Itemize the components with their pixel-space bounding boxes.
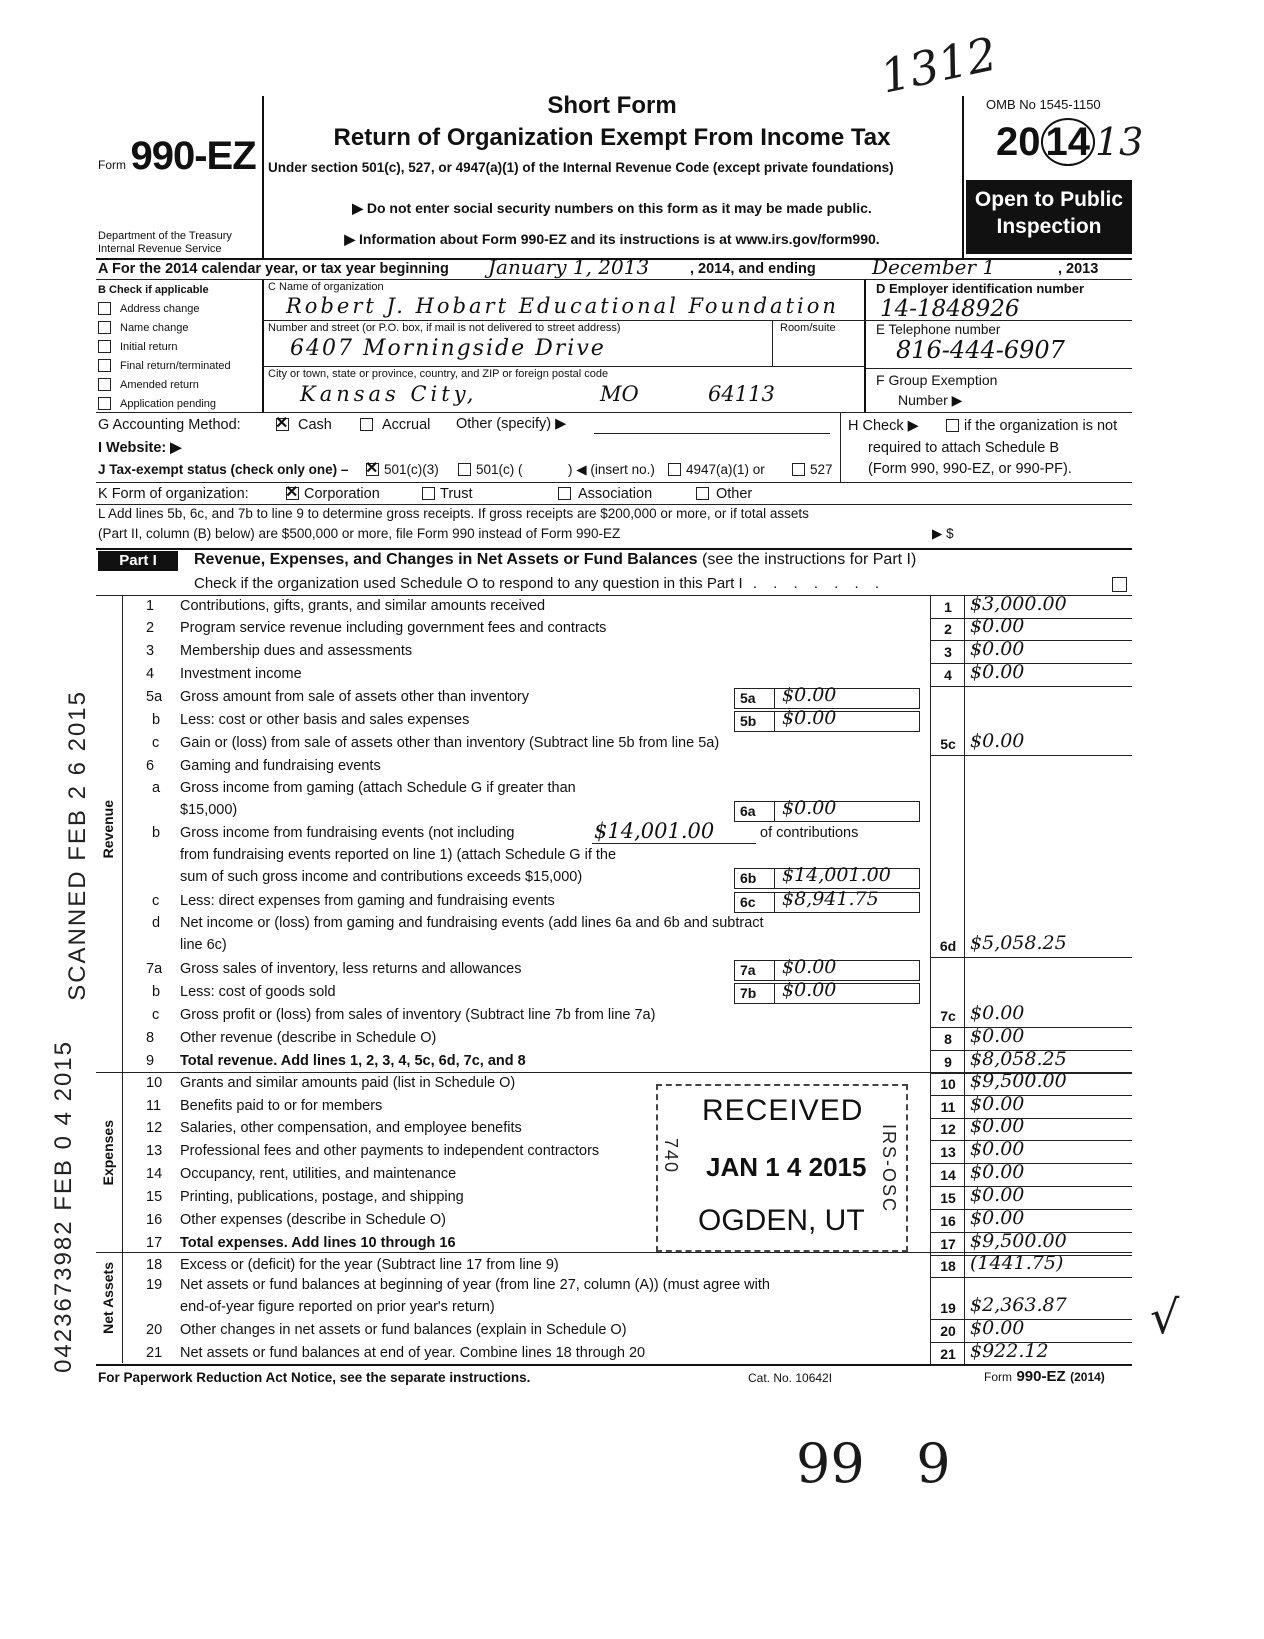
revenue-side-label: Revenue <box>100 800 116 859</box>
accrual-label: Accrual <box>382 417 431 433</box>
form-of-org-label: K Form of organization: <box>98 486 249 502</box>
line-box-label: 10 <box>940 1076 956 1092</box>
inner-box-label: 5b <box>740 713 757 729</box>
line-description: Gross profit or (loss) from sales of inventory (Subtract line 7b from line 7a) <box>180 1007 656 1023</box>
net-assets-side-label: Net Assets <box>100 1262 116 1334</box>
open-to-public-badge: Open to Public Inspection <box>966 180 1132 254</box>
other-org-label: Other <box>716 486 753 502</box>
527-checkbox[interactable] <box>792 463 805 476</box>
line-amount-value[interactable]: $0.00 <box>970 661 1025 683</box>
omb-number: OMB No 1545-1150 <box>986 97 1101 112</box>
line-description-cont: line 6c) <box>180 937 227 953</box>
inner-amount-value[interactable]: $0.00 <box>782 684 837 706</box>
line-description: Net income or (loss) from gaming and fundraising events (add lines 6a and 6b and subtract <box>180 915 764 931</box>
year-printed: 20 <box>996 120 1041 164</box>
line-description: Excess or (deficit) for the year (Subtract line 17 from line 9) <box>180 1257 559 1273</box>
line-description: Gross amount from sale of assets other than inventory <box>180 689 529 705</box>
line-number: 15 <box>146 1189 163 1205</box>
initial-return-label: Initial return <box>120 341 178 353</box>
department: Department of the Treasury <box>98 230 232 242</box>
form-subtitle: Under section 501(c), 527, or 4947(a)(1) of the Internal Revenue Code (except private foundations) <box>268 160 894 175</box>
line-number: 18 <box>146 1257 163 1273</box>
line-description: Investment income <box>180 666 302 682</box>
schedule-o-checkbox[interactable] <box>1112 577 1127 592</box>
line-amount-value[interactable]: $0.00 <box>970 615 1025 637</box>
line-box-label: 18 <box>940 1258 956 1274</box>
schedule-o-check-line: Check if the organization used Schedule O to respond to any question in this Part I . . . . . . . <box>194 575 886 592</box>
line-amount-value[interactable]: $0.00 <box>970 1161 1025 1183</box>
line-description: Benefits paid to or for members <box>180 1098 383 1114</box>
footer-form-id <box>984 1368 1105 1386</box>
line-amount-value[interactable]: $0.00 <box>970 1115 1025 1137</box>
part-1-title <box>194 551 916 569</box>
line-box-label: 2 <box>944 621 952 637</box>
cash-checkbox[interactable] <box>276 418 289 431</box>
line-number: d <box>152 915 161 931</box>
line-number: 8 <box>146 1030 155 1046</box>
line-description: Contributions, gifts, grants, and similar amounts received <box>180 598 546 614</box>
year-circled: 14 <box>1041 118 1096 166</box>
org-name-field[interactable]: Robert J. Hobart Educational Foundation <box>286 294 839 318</box>
line-number: 21 <box>146 1345 163 1361</box>
trust-checkbox[interactable] <box>422 487 435 500</box>
amended-return-label: Amended return <box>120 379 199 391</box>
inner-amount-value[interactable]: $8,941.75 <box>782 888 879 910</box>
line-box-label: 15 <box>940 1190 956 1206</box>
line-number: 13 <box>146 1143 163 1159</box>
line-number: b <box>152 712 161 728</box>
line-amount-value[interactable]: $9,500.00 <box>970 1230 1067 1252</box>
527-label: 527 <box>810 462 833 477</box>
footer-cat-no: Cat. No. 10642I <box>748 1371 833 1385</box>
street-label: Number and street (or P.O. box, if mail is not delivered to street address) <box>268 322 621 334</box>
line-box-label: 12 <box>940 1121 956 1137</box>
line-box-label: 20 <box>940 1323 956 1339</box>
line-box-label: 19 <box>940 1300 956 1316</box>
line-description: Total revenue. Add lines 1, 2, 3, 4, 5c, 6d, 7c, and 8 <box>180 1053 526 1069</box>
line-number: 7a <box>146 961 163 977</box>
stamp-left-code: 740 <box>661 1138 681 1175</box>
part-1-title-suffix: (see the instructions for Part I) <box>702 551 917 568</box>
line-box-label: 9 <box>944 1054 952 1070</box>
part-1-title-main: Revenue, Expenses, and Changes in Net Assets or Fund Balances <box>194 551 698 568</box>
corporation-checkbox[interactable] <box>286 487 299 500</box>
handwritten-batch-number: 1312 <box>875 26 1002 104</box>
inner-box-label: 6b <box>740 870 757 886</box>
address-change-label: Address change <box>120 303 200 315</box>
line-a-label: A For the 2014 calendar year, or tax year beginning <box>98 261 449 277</box>
accounting-method-label: G Accounting Method: <box>98 417 241 433</box>
inner-amount-value[interactable]: $0.00 <box>782 956 837 978</box>
line-number: 5a <box>146 689 163 705</box>
telephone-label: E Telephone number <box>876 322 1001 337</box>
line-number: c <box>152 893 160 909</box>
street-field[interactable]: 6407 Morningside Drive <box>290 336 606 361</box>
line-description: Grants and similar amounts paid (list in Schedule O) <box>180 1075 516 1091</box>
footer-form-year: (2014) <box>1070 1370 1105 1384</box>
part-1-tag: Part I <box>98 551 178 571</box>
line-number: 16 <box>146 1212 163 1228</box>
line-number: 6 <box>146 758 155 774</box>
4947-label: 4947(a)(1) or <box>686 462 765 477</box>
line-description: Less: direct expenses from gaming and fundraising events <box>180 893 555 909</box>
inner-box-label: 7a <box>740 962 756 978</box>
line-box-label: 13 <box>940 1144 956 1160</box>
inner-amount-value[interactable]: $14,001.00 <box>782 864 891 886</box>
line-description: Membership dues and assessments <box>180 643 413 659</box>
line-description-cont: sum of such gross income and contributions exceeds $15,000) <box>180 869 583 885</box>
footer-form-num: 990-EZ <box>1016 1368 1066 1385</box>
room-suite-label: Room/suite <box>780 322 836 334</box>
city-label: City or town, state or province, country, and ZIP or foreign postal code <box>268 368 609 380</box>
schedule-b-check-label-2: if the organization is not <box>964 418 1118 434</box>
other-method-label: Other (specify) ▶ <box>456 416 567 432</box>
line-box-label: 8 <box>944 1031 952 1047</box>
line-amount-value[interactable]: $922.12 <box>970 1340 1049 1362</box>
line-description: Salaries, other compensation, and employee benefits <box>180 1120 522 1136</box>
line-description: Less: cost of goods sold <box>180 984 336 1000</box>
501c3-checkbox[interactable] <box>366 463 379 476</box>
telephone-field[interactable]: 816-444-6907 <box>896 336 1065 364</box>
expenses-side-label: Expenses <box>100 1120 116 1186</box>
line-amount-value[interactable]: $0.00 <box>970 1093 1025 1115</box>
line-description: Program service revenue including government fees and contracts <box>180 620 607 636</box>
footer-paperwork-notice: For Paperwork Reduction Act Notice, see the separate instructions. <box>98 1370 531 1385</box>
schedule-b-line2: required to attach Schedule B <box>868 440 1060 456</box>
line-description: Gross income from gaming (attach Schedule G if greater than <box>180 780 576 796</box>
line-description: Professional fees and other payments to independent contractors <box>180 1143 600 1159</box>
schedule-o-check-text: Check if the organization used Schedule O to respond to any question in this Part I <box>194 575 743 592</box>
line-description-cont: from fundraising events reported on line 1) (attach Schedule G if the <box>180 847 617 863</box>
form-title-main: Return of Organization Exempt From Income Tax <box>333 124 891 151</box>
line-amount-value[interactable]: $0.00 <box>970 1002 1025 1024</box>
corporation-label: Corporation <box>304 486 380 502</box>
stamp-date: JAN 1 4 2015 <box>706 1152 867 1182</box>
accrual-checkbox[interactable] <box>360 418 373 431</box>
fundraising-contributions-amount[interactable]: $14,001.00 <box>594 819 715 843</box>
handwritten-check: √ <box>1150 1290 1180 1344</box>
ein-field[interactable]: 14-1848926 <box>880 296 1020 322</box>
line-description: Other revenue (describe in Schedule O) <box>180 1030 437 1046</box>
line-number: 17 <box>146 1235 163 1251</box>
line-number: a <box>152 780 161 796</box>
line-number: 14 <box>146 1166 163 1182</box>
inner-box-label: 7b <box>740 985 757 1001</box>
line-box-label: 16 <box>940 1213 956 1229</box>
4947-checkbox[interactable] <box>668 463 681 476</box>
line-amount-value[interactable]: $2,363.87 <box>970 1294 1067 1316</box>
ssn-notice: ▶ Do not enter social security numbers on this form as it may be made public. <box>352 200 872 216</box>
line-number: 19 <box>146 1277 163 1293</box>
line-box-label: 4 <box>944 667 952 683</box>
schedule-b-check-label: H Check ▶ <box>848 418 919 434</box>
insert-no-label: ) ◀ (insert no.) <box>568 462 655 477</box>
section-b-title: B Check if applicable <box>98 284 209 296</box>
line-description: Less: cost or other basis and sales expenses <box>180 712 470 728</box>
stamp-place: OGDEN, UT <box>698 1204 865 1237</box>
line-number: 12 <box>146 1120 163 1136</box>
form-number: 990-EZ <box>130 134 256 178</box>
line-l-text-1: L Add lines 5b, 6c, and 7b to line 9 to determine gross receipts. If gross receipts are $200,000 or more, or if total assets <box>98 506 809 521</box>
line-box-label: 7c <box>940 1008 956 1024</box>
line-description: Total expenses. Add lines 10 through 16 <box>180 1235 456 1251</box>
tax-exempt-status-label: J Tax-exempt status (check only one) – <box>98 462 349 477</box>
ein-label: D Employer identification number <box>876 281 1085 296</box>
line-amount-value[interactable]: $0.00 <box>970 1317 1025 1339</box>
line-box-label: 11 <box>940 1099 956 1115</box>
line-amount-value[interactable]: $0.00 <box>970 1207 1025 1229</box>
address-change-checkbox[interactable] <box>98 302 111 315</box>
final-return-label: Final return/terminated <box>120 360 231 372</box>
stamp-received: RECEIVED <box>702 1094 864 1127</box>
501c3-label: 501(c)(3) <box>384 462 439 477</box>
501c-label: 501(c) ( <box>476 462 523 477</box>
form-word: Form <box>98 158 126 172</box>
line-number: 10 <box>146 1075 163 1091</box>
line-description: Printing, publications, postage, and shipping <box>180 1189 464 1205</box>
received-stamp <box>656 1084 908 1252</box>
line-a-mid: , 2014, and ending <box>690 261 816 277</box>
org-name-label: C Name of organization <box>268 281 384 293</box>
line-amount-value[interactable]: $9,500.00 <box>970 1070 1067 1092</box>
form-label <box>98 134 256 179</box>
scanned-stamp: SCANNED FEB 2 6 2015 <box>64 690 91 1001</box>
line-box-label: 3 <box>944 644 952 660</box>
501c-checkbox[interactable] <box>458 463 471 476</box>
trust-label: Trust <box>440 486 473 502</box>
line-number: 11 <box>146 1098 162 1114</box>
website-label: I Website: ▶ <box>98 440 182 456</box>
group-exemption-label: F Group Exemption <box>876 372 998 388</box>
line-description: Occupancy, rent, utilities, and maintenance <box>180 1166 457 1182</box>
line-amount-value[interactable]: $0.00 <box>970 1184 1025 1206</box>
inner-amount-value[interactable]: $0.00 <box>782 707 837 729</box>
other-org-checkbox[interactable] <box>696 487 709 500</box>
line-amount-value[interactable]: $0.00 <box>970 1138 1025 1160</box>
application-pending-checkbox[interactable] <box>98 397 111 410</box>
stamp-right-code: IRS-OSC <box>879 1124 899 1214</box>
association-checkbox[interactable] <box>558 487 571 500</box>
line-box-label: 21 <box>940 1346 956 1362</box>
line-description-after: of contributions <box>760 825 859 841</box>
irs-service: Internal Revenue Service <box>98 243 222 255</box>
tax-year-end[interactable]: December 1 <box>872 255 996 279</box>
group-exemption-number-label: Number ▶ <box>898 392 963 408</box>
association-label: Association <box>578 486 653 502</box>
line-amount-value[interactable]: $8,058.25 <box>970 1048 1067 1070</box>
line-number: 9 <box>146 1053 155 1069</box>
inner-box-label: 5a <box>740 690 756 706</box>
line-description: Net assets or fund balances at beginning of year (from line 27, column (A)) (must agree with <box>180 1277 770 1293</box>
line-amount-value[interactable]: $5,058.25 <box>970 932 1067 954</box>
name-change-label: Name change <box>120 322 189 334</box>
line-number: b <box>152 825 161 841</box>
line-description-cont: $15,000) <box>180 802 238 818</box>
year-handwritten: 13 <box>1095 120 1144 164</box>
line-description: Gross income from fundraising events (not including <box>180 825 515 841</box>
line-number: 1 <box>146 598 155 614</box>
line-number: c <box>152 735 160 751</box>
bottom-handwritten-note: 99 9 <box>796 1432 951 1495</box>
line-description-cont: end-of-year figure reported on prior year's return) <box>180 1299 495 1315</box>
line-amount-value[interactable]: (1441.75) <box>970 1252 1064 1274</box>
line-box-label: 1 <box>944 599 952 615</box>
line-box-label: 14 <box>940 1167 956 1183</box>
line-number: c <box>152 1007 160 1023</box>
dln-stamp: 0423673982 FEB 0 4 2015 <box>50 1040 77 1373</box>
line-l-text-2: (Part II, column (B) below) are $500,000 or more, file Form 990 instead of Form 990-EZ <box>98 526 621 541</box>
name-change-checkbox[interactable] <box>98 321 111 334</box>
zip-field[interactable]: 64113 <box>708 382 775 406</box>
inner-box-label: 6c <box>740 894 756 910</box>
line-box-label: 17 <box>940 1236 956 1252</box>
line-number: 3 <box>146 643 155 659</box>
line-description: Gaming and fundraising events <box>180 758 381 774</box>
initial-return-checkbox[interactable] <box>98 340 111 353</box>
city-field[interactable]: Kansas City, <box>300 382 478 406</box>
info-notice: ▶ Information about Form 990-EZ and its instructions is at www.irs.gov/form990. <box>344 231 880 247</box>
line-description: Other expenses (describe in Schedule O) <box>180 1212 446 1228</box>
inner-amount-value[interactable]: $0.00 <box>782 797 837 819</box>
amended-return-checkbox[interactable] <box>98 378 111 391</box>
tax-year-begin[interactable]: January 1, 2013 <box>488 255 650 279</box>
schedule-b-line3: (Form 990, 990-EZ, or 990-PF). <box>868 461 1072 477</box>
schedule-b-checkbox[interactable] <box>946 419 959 432</box>
application-pending-label: Application pending <box>120 398 217 410</box>
state-field[interactable]: MO <box>600 382 639 406</box>
line-amount-value[interactable]: $0.00 <box>970 730 1025 752</box>
line-l-arrow: ▶ $ <box>932 526 954 541</box>
line-description: Net assets or fund balances at end of year. Combine lines 18 through 20 <box>180 1345 646 1361</box>
line-number: b <box>152 984 161 1000</box>
line-number: 4 <box>146 666 155 682</box>
line-box-label: 6d <box>939 938 957 954</box>
cash-label: Cash <box>298 417 332 433</box>
tax-year-end-year: , 2013 <box>1058 261 1099 277</box>
line-box-label: 5c <box>940 736 956 752</box>
line-number: 2 <box>146 620 155 636</box>
footer-form-word: Form <box>984 1370 1012 1384</box>
inner-box-label: 6a <box>740 803 756 819</box>
line-description: Other changes in net assets or fund balances (explain in Schedule O) <box>180 1322 627 1338</box>
form-title-short: Short Form <box>547 92 677 119</box>
line-number: 20 <box>146 1322 163 1338</box>
line-description: Gross sales of inventory, less returns and allowances <box>180 961 522 977</box>
line-description: Gain or (loss) from sale of assets other than inventory (Subtract line 5b from line 5a) <box>180 735 720 751</box>
tax-year <box>996 120 1143 165</box>
line-amount-value[interactable]: $0.00 <box>970 1025 1025 1047</box>
line-amount-value[interactable]: $3,000.00 <box>970 593 1067 615</box>
line-amount-value[interactable]: $0.00 <box>970 638 1025 660</box>
final-return-checkbox[interactable] <box>98 359 111 372</box>
inner-amount-value[interactable]: $0.00 <box>782 979 837 1001</box>
